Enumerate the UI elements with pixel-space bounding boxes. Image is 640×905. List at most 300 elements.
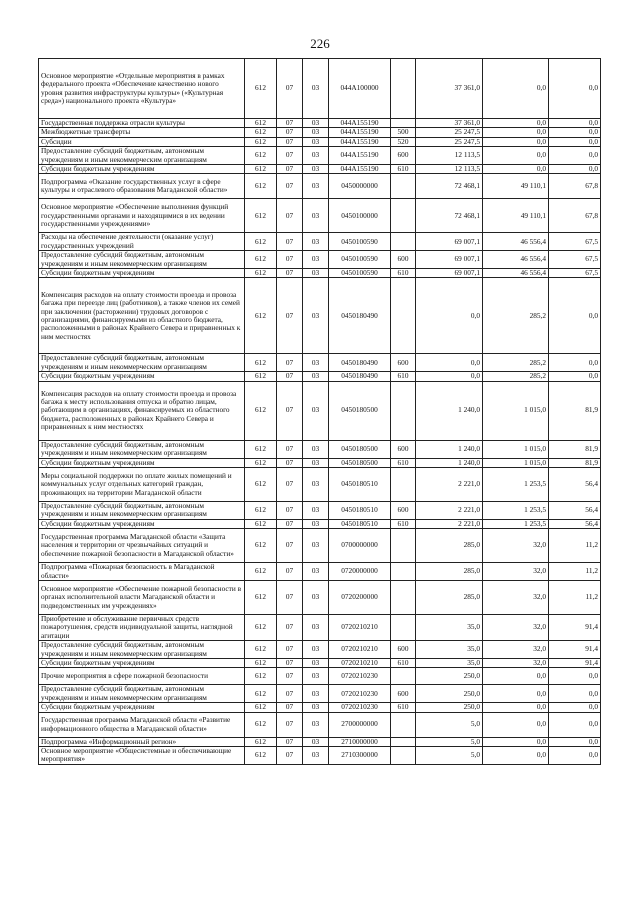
cell-v2: 0,0 (483, 668, 549, 685)
cell-pr: 03 (303, 119, 329, 128)
cell-vr: 610 (391, 658, 416, 667)
cell-v2: 32,0 (483, 529, 549, 563)
cell-rz: 07 (277, 529, 303, 563)
cell-v3: 11,2 (549, 563, 601, 581)
cell-pr: 03 (303, 658, 329, 667)
cell-ved: 612 (245, 137, 277, 146)
table-row (39, 529, 601, 563)
cell-pr: 03 (303, 165, 329, 174)
cell-ved: 612 (245, 458, 277, 467)
cell-ved: 612 (245, 467, 277, 501)
cell-v2: 32,0 (483, 563, 549, 581)
cell-name: Основное мероприятие «Отдельные мероприятия в рамках федерального проекта «Обеспечение качественно нового уровня развития инфраструктуры культуры» («Культурная среда») национального проекта «Культура» (39, 59, 245, 119)
cell-rz: 07 (277, 668, 303, 685)
table-row (39, 703, 601, 712)
cell-v2: 0,0 (483, 703, 549, 712)
cell-pr: 03 (303, 251, 329, 269)
cell-csr: 0450180490 (329, 354, 391, 372)
cell-v1: 250,0 (416, 703, 483, 712)
cell-v1: 25 247,5 (416, 137, 483, 146)
cell-v1: 69 007,1 (416, 251, 483, 269)
cell-ved: 612 (245, 712, 277, 737)
cell-vr (391, 174, 416, 199)
cell-vr (391, 59, 416, 119)
cell-vr: 610 (391, 458, 416, 467)
cell-ved: 612 (245, 381, 277, 440)
cell-name: Субсидии бюджетным учреждениям (39, 703, 245, 712)
cell-v1: 12 113,5 (416, 147, 483, 165)
cell-v1: 69 007,1 (416, 269, 483, 278)
table-row (39, 119, 601, 128)
cell-rz: 07 (277, 381, 303, 440)
cell-vr (391, 668, 416, 685)
cell-v2: 1 015,0 (483, 381, 549, 440)
cell-v1: 35,0 (416, 658, 483, 667)
cell-rz: 07 (277, 128, 303, 137)
cell-csr: 0720200000 (329, 580, 391, 614)
cell-name: Предоставление субсидий бюджетным, автономным учреждениям и иным некоммерческим организациям (39, 147, 245, 165)
cell-name: Предоставление субсидий бюджетным, автономным учреждениям и иным некоммерческим организациям (39, 685, 245, 703)
cell-vr (391, 119, 416, 128)
cell-v3: 56,4 (549, 519, 601, 528)
cell-ved: 612 (245, 747, 277, 765)
cell-rz: 07 (277, 251, 303, 269)
cell-v1: 1 240,0 (416, 458, 483, 467)
table-row (39, 519, 601, 528)
cell-csr: 044A155190 (329, 119, 391, 128)
cell-v2: 0,0 (483, 128, 549, 137)
cell-v3: 0,0 (549, 278, 601, 354)
table-row (39, 381, 601, 440)
cell-vr: 600 (391, 147, 416, 165)
budget-table (38, 58, 601, 765)
table-row (39, 563, 601, 581)
cell-vr (391, 737, 416, 746)
cell-csr: 0450100590 (329, 233, 391, 251)
cell-v3: 81,9 (549, 440, 601, 458)
cell-v2: 285,2 (483, 372, 549, 381)
cell-rz: 07 (277, 580, 303, 614)
table-row (39, 251, 601, 269)
cell-csr: 0720210210 (329, 658, 391, 667)
cell-vr: 610 (391, 519, 416, 528)
cell-vr: 610 (391, 372, 416, 381)
cell-v3: 0,0 (549, 59, 601, 119)
cell-rz: 07 (277, 440, 303, 458)
cell-v1: 72 468,1 (416, 199, 483, 233)
cell-rz: 07 (277, 658, 303, 667)
cell-v2: 1 015,0 (483, 440, 549, 458)
cell-name: Прочие мероприятия в сфере пожарной безопасности (39, 668, 245, 685)
cell-vr (391, 467, 416, 501)
cell-vr: 600 (391, 251, 416, 269)
cell-v2: 46 556,4 (483, 251, 549, 269)
cell-pr: 03 (303, 381, 329, 440)
cell-pr: 03 (303, 467, 329, 501)
cell-csr: 0450000000 (329, 174, 391, 199)
table-row (39, 174, 601, 199)
cell-v2: 0,0 (483, 712, 549, 737)
cell-vr: 520 (391, 137, 416, 146)
table-row (39, 199, 601, 233)
cell-csr: 044A155190 (329, 128, 391, 137)
table-row (39, 712, 601, 737)
cell-vr (391, 278, 416, 354)
cell-name: Основное мероприятие «Обеспечение пожарной безопасности в органах исполнительной власти Магаданской области и подведомственных им учреждениях» (39, 580, 245, 614)
table-row (39, 165, 601, 174)
cell-name: Расходы на обеспечение деятельности (оказание услуг) государственных учреждений (39, 233, 245, 251)
cell-vr: 600 (391, 354, 416, 372)
cell-v2: 49 110,1 (483, 199, 549, 233)
cell-ved: 612 (245, 269, 277, 278)
table-row (39, 233, 601, 251)
cell-v1: 1 240,0 (416, 381, 483, 440)
cell-v2: 32,0 (483, 641, 549, 659)
cell-v2: 46 556,4 (483, 269, 549, 278)
cell-v3: 0,0 (549, 372, 601, 381)
cell-pr: 03 (303, 59, 329, 119)
cell-name: Подпрограмма «Пожарная безопасность в Магаданской области» (39, 563, 245, 581)
cell-v2: 285,2 (483, 354, 549, 372)
cell-ved: 612 (245, 174, 277, 199)
cell-ved: 612 (245, 251, 277, 269)
cell-pr: 03 (303, 737, 329, 746)
cell-pr: 03 (303, 128, 329, 137)
cell-vr: 610 (391, 165, 416, 174)
cell-v3: 0,0 (549, 354, 601, 372)
cell-vr: 600 (391, 641, 416, 659)
cell-csr: 0450180510 (329, 467, 391, 501)
cell-ved: 612 (245, 614, 277, 640)
cell-rz: 07 (277, 174, 303, 199)
cell-v3: 67,5 (549, 269, 601, 278)
cell-v3: 11,2 (549, 580, 601, 614)
cell-rz: 07 (277, 354, 303, 372)
cell-name: Субсидии бюджетным учреждениям (39, 519, 245, 528)
cell-ved: 612 (245, 529, 277, 563)
cell-pr: 03 (303, 278, 329, 354)
cell-csr: 0450100000 (329, 199, 391, 233)
cell-rz: 07 (277, 137, 303, 146)
cell-pr: 03 (303, 440, 329, 458)
cell-rz: 07 (277, 233, 303, 251)
cell-ved: 612 (245, 685, 277, 703)
cell-name: Межбюджетные трансферты (39, 128, 245, 137)
cell-v3: 81,9 (549, 381, 601, 440)
cell-pr: 03 (303, 233, 329, 251)
cell-rz: 07 (277, 147, 303, 165)
cell-pr: 03 (303, 519, 329, 528)
cell-ved: 612 (245, 147, 277, 165)
cell-vr (391, 563, 416, 581)
cell-v2: 285,2 (483, 278, 549, 354)
cell-name: Предоставление субсидий бюджетным, автономным учреждениям и иным некоммерческим организациям (39, 251, 245, 269)
cell-name: Подпрограмма «Оказание государственных услуг в сфере культуры и отраслевого образования Магаданской области» (39, 174, 245, 199)
cell-name: Приобретение и обслуживание первичных средств пожаротушения, средств индивидуальной защиты, наглядной агитации (39, 614, 245, 640)
cell-v3: 67,5 (549, 251, 601, 269)
cell-v1: 2 221,0 (416, 467, 483, 501)
cell-rz: 07 (277, 712, 303, 737)
cell-ved: 612 (245, 668, 277, 685)
cell-name: Основное мероприятие «Общесистемные и обеспечивающие мероприятия» (39, 747, 245, 765)
cell-rz: 07 (277, 59, 303, 119)
cell-pr: 03 (303, 580, 329, 614)
cell-name: Компенсация расходов на оплату стоимости проезда и провоза багажа при переезде лиц (работников), а также членов их семей при заключении (расторжении) трудовых договоров с организациями, финансируемыми из областного бюджета, расположенными в районах Крайнего Севера и приравненных к ним местностях (39, 278, 245, 354)
cell-pr: 03 (303, 174, 329, 199)
cell-v1: 5,0 (416, 747, 483, 765)
cell-ved: 612 (245, 440, 277, 458)
cell-v3: 0,0 (549, 137, 601, 146)
cell-rz: 07 (277, 685, 303, 703)
cell-ved: 612 (245, 519, 277, 528)
cell-csr: 0720210210 (329, 614, 391, 640)
cell-name: Субсидии бюджетным учреждениям (39, 372, 245, 381)
cell-csr: 044A155190 (329, 165, 391, 174)
table-row (39, 372, 601, 381)
cell-pr: 03 (303, 641, 329, 659)
cell-ved: 612 (245, 737, 277, 746)
cell-v1: 2 221,0 (416, 501, 483, 519)
cell-v2: 0,0 (483, 147, 549, 165)
cell-pr: 03 (303, 269, 329, 278)
cell-ved: 612 (245, 199, 277, 233)
cell-ved: 612 (245, 119, 277, 128)
cell-vr (391, 614, 416, 640)
cell-v1: 2 221,0 (416, 519, 483, 528)
table-row (39, 658, 601, 667)
cell-v2: 1 015,0 (483, 458, 549, 467)
cell-v3: 0,0 (549, 668, 601, 685)
cell-rz: 07 (277, 614, 303, 640)
cell-vr (391, 747, 416, 765)
cell-v2: 32,0 (483, 580, 549, 614)
cell-rz: 07 (277, 278, 303, 354)
cell-v1: 35,0 (416, 641, 483, 659)
cell-name: Субсидии бюджетным учреждениям (39, 458, 245, 467)
cell-ved: 612 (245, 580, 277, 614)
cell-csr: 0700000000 (329, 529, 391, 563)
table-row (39, 137, 601, 146)
cell-vr (391, 712, 416, 737)
cell-csr: 044A155190 (329, 137, 391, 146)
cell-pr: 03 (303, 712, 329, 737)
table-row (39, 440, 601, 458)
cell-vr (391, 529, 416, 563)
cell-csr: 0450180500 (329, 440, 391, 458)
table-row (39, 747, 601, 765)
cell-csr: 2710000000 (329, 737, 391, 746)
table-row (39, 59, 601, 119)
cell-v1: 0,0 (416, 372, 483, 381)
cell-rz: 07 (277, 458, 303, 467)
cell-rz: 07 (277, 199, 303, 233)
cell-ved: 612 (245, 563, 277, 581)
table-row (39, 580, 601, 614)
cell-v1: 5,0 (416, 737, 483, 746)
cell-pr: 03 (303, 563, 329, 581)
cell-rz: 07 (277, 119, 303, 128)
cell-v2: 0,0 (483, 747, 549, 765)
cell-v3: 56,4 (549, 501, 601, 519)
cell-pr: 03 (303, 747, 329, 765)
cell-vr (391, 199, 416, 233)
table-row (39, 354, 601, 372)
cell-name: Государственная программа Магаданской области «Защита населения и территории от чрезвычайных ситуаций и обеспечение пожарной безопасности в Магаданской области» (39, 529, 245, 563)
cell-vr: 600 (391, 501, 416, 519)
cell-v1: 72 468,1 (416, 174, 483, 199)
cell-csr: 0720210210 (329, 641, 391, 659)
cell-ved: 612 (245, 641, 277, 659)
cell-rz: 07 (277, 269, 303, 278)
cell-v2: 0,0 (483, 137, 549, 146)
table-row (39, 269, 601, 278)
cell-pr: 03 (303, 614, 329, 640)
cell-csr: 0720210230 (329, 668, 391, 685)
cell-name: Предоставление субсидий бюджетным, автономным учреждениям и иным некоммерческим организациям (39, 641, 245, 659)
cell-rz: 07 (277, 467, 303, 501)
cell-pr: 03 (303, 199, 329, 233)
cell-pr: 03 (303, 668, 329, 685)
table-row (39, 467, 601, 501)
cell-v3: 67,8 (549, 174, 601, 199)
cell-ved: 612 (245, 372, 277, 381)
cell-v3: 67,8 (549, 199, 601, 233)
cell-csr: 0450180500 (329, 458, 391, 467)
table-row (39, 458, 601, 467)
cell-v3: 81,9 (549, 458, 601, 467)
cell-name: Предоставление субсидий бюджетным, автономным учреждениям и иным некоммерческим организациям (39, 501, 245, 519)
cell-csr: 0450100590 (329, 251, 391, 269)
cell-csr: 044A100000 (329, 59, 391, 119)
cell-v3: 0,0 (549, 165, 601, 174)
cell-ved: 612 (245, 165, 277, 174)
cell-pr: 03 (303, 501, 329, 519)
cell-v1: 1 240,0 (416, 440, 483, 458)
cell-name: Предоставление субсидий бюджетным, автономным учреждениям и иным некоммерческим организациям (39, 354, 245, 372)
cell-csr: 0450180510 (329, 501, 391, 519)
cell-pr: 03 (303, 458, 329, 467)
cell-name: Подпрограмма «Информационный регион» (39, 737, 245, 746)
table-row (39, 737, 601, 746)
cell-v3: 0,0 (549, 128, 601, 137)
cell-v2: 1 253,5 (483, 501, 549, 519)
cell-v1: 250,0 (416, 668, 483, 685)
cell-name: Основное мероприятие «Обеспечение выполнения функций государственными органами и находящимися в их ведении государственными учреждениями» (39, 199, 245, 233)
cell-csr: 2710300000 (329, 747, 391, 765)
cell-v3: 56,4 (549, 467, 601, 501)
cell-rz: 07 (277, 747, 303, 765)
cell-v3: 0,0 (549, 119, 601, 128)
cell-v1: 12 113,5 (416, 165, 483, 174)
cell-v1: 285,0 (416, 580, 483, 614)
cell-v2: 32,0 (483, 614, 549, 640)
cell-v3: 0,0 (549, 703, 601, 712)
cell-v3: 91,4 (549, 641, 601, 659)
table-row (39, 147, 601, 165)
cell-csr: 044A155190 (329, 147, 391, 165)
cell-v2: 32,0 (483, 658, 549, 667)
cell-v2: 1 253,5 (483, 519, 549, 528)
cell-ved: 612 (245, 658, 277, 667)
cell-v1: 35,0 (416, 614, 483, 640)
table-row (39, 641, 601, 659)
cell-pr: 03 (303, 354, 329, 372)
cell-v2: 0,0 (483, 59, 549, 119)
cell-rz: 07 (277, 563, 303, 581)
cell-v1: 25 247,5 (416, 128, 483, 137)
cell-rz: 07 (277, 519, 303, 528)
cell-v3: 91,4 (549, 614, 601, 640)
cell-name: Субсидии бюджетным учреждениям (39, 165, 245, 174)
cell-ved: 612 (245, 703, 277, 712)
table-row (39, 501, 601, 519)
cell-v2: 0,0 (483, 685, 549, 703)
cell-pr: 03 (303, 372, 329, 381)
cell-pr: 03 (303, 703, 329, 712)
cell-ved: 612 (245, 59, 277, 119)
cell-v1: 250,0 (416, 685, 483, 703)
table-row (39, 278, 601, 354)
cell-v1: 0,0 (416, 278, 483, 354)
cell-vr: 610 (391, 269, 416, 278)
cell-name: Государственная поддержка отрасли культуры (39, 119, 245, 128)
cell-pr: 03 (303, 685, 329, 703)
cell-name: Предоставление субсидий бюджетным, автономным учреждениям и иным некоммерческим организациям (39, 440, 245, 458)
cell-csr: 0720000000 (329, 563, 391, 581)
cell-v1: 0,0 (416, 354, 483, 372)
cell-pr: 03 (303, 137, 329, 146)
cell-name: Меры социальной поддержки по оплате жилых помещений и коммунальных услуг отдельных категорий граждан, проживающих на территории Магаданской области (39, 467, 245, 501)
cell-v3: 0,0 (549, 747, 601, 765)
cell-ved: 612 (245, 501, 277, 519)
cell-pr: 03 (303, 529, 329, 563)
cell-v3: 0,0 (549, 737, 601, 746)
cell-rz: 07 (277, 641, 303, 659)
cell-name: Субсидии бюджетным учреждениям (39, 269, 245, 278)
cell-ved: 612 (245, 278, 277, 354)
table-row (39, 128, 601, 137)
cell-v3: 67,5 (549, 233, 601, 251)
cell-v1: 37 361,0 (416, 59, 483, 119)
cell-csr: 2700000000 (329, 712, 391, 737)
table-row (39, 668, 601, 685)
cell-csr: 0450180510 (329, 519, 391, 528)
cell-rz: 07 (277, 703, 303, 712)
cell-rz: 07 (277, 372, 303, 381)
cell-name: Субсидии бюджетным учреждениям (39, 658, 245, 667)
cell-vr (391, 233, 416, 251)
cell-vr (391, 580, 416, 614)
cell-v2: 1 253,5 (483, 467, 549, 501)
cell-v3: 0,0 (549, 712, 601, 737)
cell-name: Субсидии (39, 137, 245, 146)
cell-v2: 0,0 (483, 165, 549, 174)
cell-v3: 11,2 (549, 529, 601, 563)
cell-csr: 0720210230 (329, 703, 391, 712)
cell-rz: 07 (277, 501, 303, 519)
cell-v1: 285,0 (416, 529, 483, 563)
cell-csr: 0450180490 (329, 278, 391, 354)
page-number: 226 (310, 36, 330, 51)
cell-v1: 37 361,0 (416, 119, 483, 128)
cell-pr: 03 (303, 147, 329, 165)
cell-v1: 69 007,1 (416, 233, 483, 251)
cell-vr: 610 (391, 703, 416, 712)
table-row (39, 685, 601, 703)
cell-v2: 0,0 (483, 737, 549, 746)
cell-v2: 49 110,1 (483, 174, 549, 199)
cell-csr: 0450100590 (329, 269, 391, 278)
